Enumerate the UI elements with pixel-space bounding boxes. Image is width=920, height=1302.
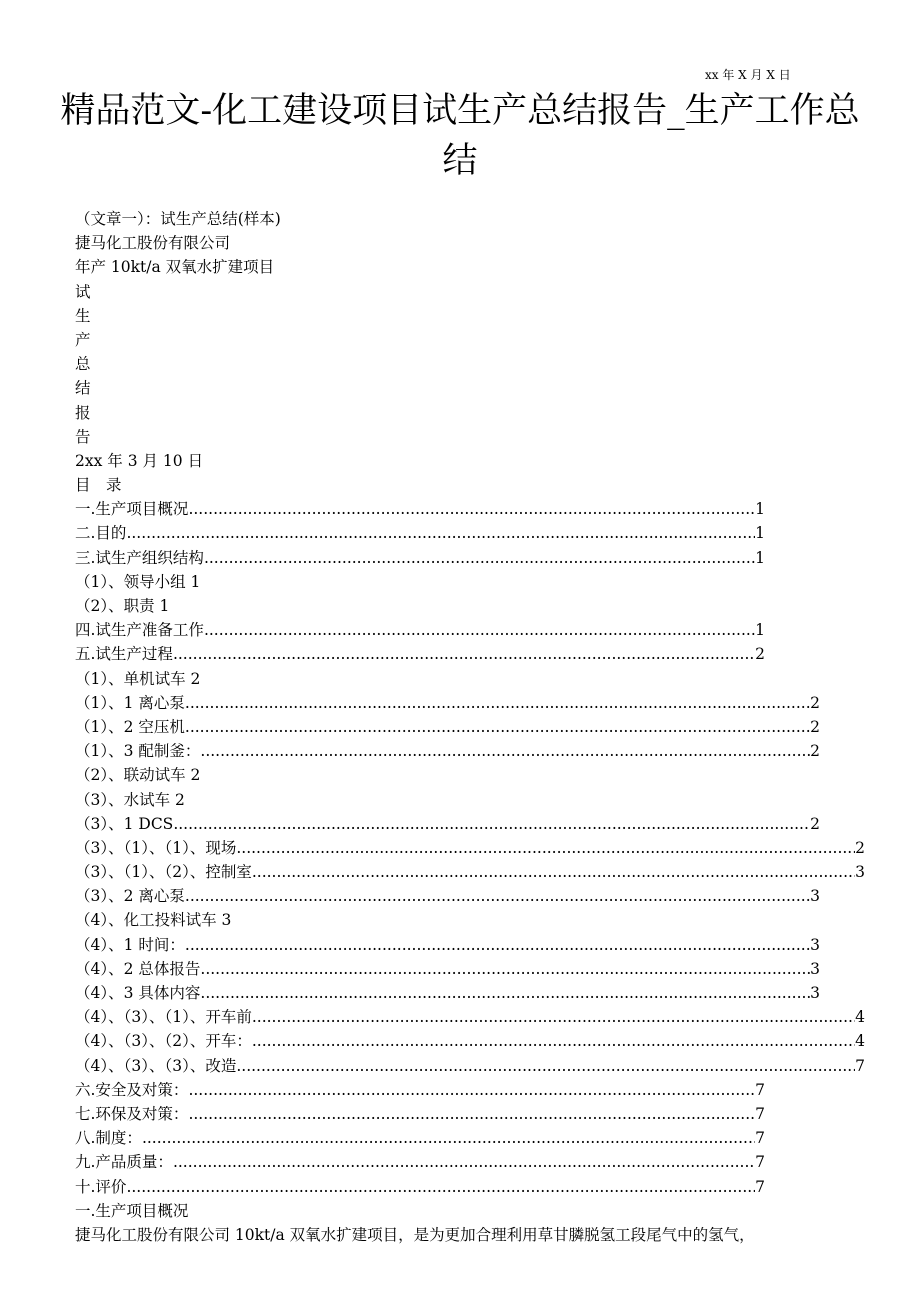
toc-entry[interactable] [75, 521, 765, 545]
toc-page-number: 3 [810, 959, 820, 978]
toc-leader-dots [188, 1078, 755, 1102]
toc-page-number: 4 [855, 1008, 865, 1027]
toc-entry-label: （3）、（1）、（1）、现场 [75, 838, 237, 857]
vertical-title-char: 告 [75, 427, 91, 446]
toc-entry-label: （1）、1 离心泵 [75, 693, 185, 712]
toc-entry[interactable] [75, 1054, 865, 1078]
toc-page-number: 7 [755, 1129, 765, 1148]
vertical-title-char: 报 [75, 403, 91, 422]
toc-leader-dots [200, 739, 810, 763]
toc-entry[interactable] [75, 981, 820, 1005]
section-paragraph: 捷马化工股份有限公司 10kt/a 双氧水扩建项目，是为更加合理利用草甘膦脱氢工段尾气中的氢气， [75, 1225, 755, 1244]
toc-entry-label: 二.目的 [75, 524, 127, 543]
toc-page-number: 7 [755, 1177, 765, 1196]
toc-leader-dots [200, 957, 810, 981]
toc-entry-label: （4）、2 总体报告 [75, 959, 201, 978]
toc-entry-label: （4）、（3）、（1）、开车前 [75, 1008, 252, 1027]
toc-page-number: 3 [810, 887, 820, 906]
toc-leader-dots [236, 836, 855, 860]
project-name: 年产 10kt/a 双氧水扩建项目 [75, 258, 275, 277]
toc-page-number: 2 [810, 742, 820, 761]
toc-leader-dots [142, 1126, 755, 1150]
report-date: 2xx 年 3 月 10 日 [75, 451, 204, 470]
toc-entry[interactable] [75, 691, 820, 715]
toc-entry[interactable] [75, 1029, 865, 1053]
vertical-title-char: 结 [75, 379, 91, 398]
toc-entry[interactable] [75, 594, 875, 618]
toc-leader-dots [252, 1005, 855, 1029]
toc-entry-label: 八.制度： [75, 1129, 142, 1148]
toc-entry[interactable] [75, 546, 765, 570]
toc-entry-label: （3）、2 离心泵 [75, 887, 185, 906]
toc-page-number: 7 [855, 1056, 865, 1075]
vertical-title-char: 生 [75, 306, 91, 325]
toc-leader-dots [185, 691, 810, 715]
vertical-title-char: 产 [75, 330, 91, 349]
toc-entry-label: （4）、化工投料试车 3 [75, 911, 232, 930]
toc-entry[interactable] [75, 618, 765, 642]
toc-page-number: 3 [855, 863, 865, 882]
toc-leader-dots [236, 1054, 855, 1078]
toc-leader-dots [185, 884, 810, 908]
toc-entry[interactable] [75, 860, 865, 884]
toc-entry-label: （1）、单机试车 2 [75, 669, 201, 688]
company-name: 捷马化工股份有限公司 [75, 234, 231, 253]
toc-page-number: 1 [755, 500, 765, 519]
toc-entry-label: （4）、（3）、（2）、开车： [75, 1032, 252, 1051]
toc-entry[interactable] [75, 884, 820, 908]
toc-page-number: 2 [855, 838, 865, 857]
toc-leader-dots [173, 642, 755, 666]
toc-entry-label: 三.试生产组织结构 [75, 548, 204, 567]
toc-entry[interactable] [75, 1175, 765, 1199]
toc-page-number: 2 [810, 814, 820, 833]
toc-leader-dots [252, 860, 855, 884]
toc-leader-dots [173, 812, 810, 836]
toc-entry-label: 六.安全及对策： [75, 1080, 189, 1099]
toc-entry[interactable] [75, 1102, 765, 1126]
toc-entry-label: （2）、联动试车 2 [75, 766, 201, 785]
toc-entry[interactable] [75, 957, 820, 981]
toc-entry[interactable] [75, 715, 820, 739]
vertical-title-char: 试 [75, 282, 91, 301]
toc-leader-dots [252, 1029, 855, 1053]
toc-heading: 目 录 [75, 476, 122, 495]
toc-leader-dots [185, 715, 810, 739]
toc-entry-label: （1）、3 配制釜： [75, 742, 201, 761]
vertical-title-char: 总 [75, 355, 91, 374]
section-heading: 一.生产项目概况 [75, 1201, 189, 1220]
article-label: （文章一）：试生产总结(样本) [75, 210, 281, 228]
toc-entry-label: 五.试生产过程 [75, 645, 173, 664]
toc-page-number: 1 [755, 621, 765, 640]
toc-page-number: 2 [755, 645, 765, 664]
toc-page-number: 4 [855, 1032, 865, 1051]
toc-leader-dots [200, 981, 810, 1005]
toc-page-number: 2 [810, 717, 820, 736]
toc-entry-label: 九.产品质量： [75, 1153, 173, 1172]
toc-entry[interactable] [75, 667, 875, 691]
toc-page-number: 7 [755, 1153, 765, 1172]
toc-entry[interactable] [75, 908, 875, 932]
toc-entry-label: （4）、1 时间： [75, 935, 185, 954]
toc-entry-label: 四.试生产准备工作 [75, 621, 204, 640]
toc-entry[interactable] [75, 763, 875, 787]
toc-page-number: 1 [755, 524, 765, 543]
toc-page-number: 1 [755, 548, 765, 567]
toc-entry[interactable] [75, 570, 875, 594]
toc-leader-dots [185, 933, 810, 957]
toc-entry[interactable] [75, 1150, 765, 1174]
toc-entry[interactable] [75, 933, 820, 957]
toc-page-number: 3 [810, 935, 820, 954]
toc-page-number: 3 [810, 984, 820, 1002]
toc-leader-dots [173, 1150, 755, 1174]
toc-entry[interactable] [75, 788, 875, 812]
toc-entry-label: （1）、领导小组 1 [75, 572, 201, 591]
document-body [75, 207, 875, 1247]
toc-entry[interactable] [75, 1078, 765, 1102]
toc-entry[interactable] [75, 836, 865, 860]
toc-entry[interactable] [75, 1005, 865, 1029]
toc-page-number: 7 [755, 1080, 765, 1099]
toc-leader-dots [204, 546, 755, 570]
toc-entry-label: （3）、（1）、（2）、控制室 [75, 863, 252, 882]
toc-entry-label: 十.评价 [75, 1177, 127, 1196]
toc-leader-dots [188, 497, 755, 521]
toc-page-number: 7 [755, 1104, 765, 1123]
table-of-contents [75, 497, 875, 1198]
toc-entry[interactable] [75, 497, 765, 521]
toc-leader-dots [204, 618, 755, 642]
toc-entry-label: 一.生产项目概况 [75, 500, 189, 519]
toc-leader-dots [126, 521, 755, 545]
toc-entry-label: （2）、职责 1 [75, 597, 170, 615]
header-date: xx 年 X 月 X 日 [705, 68, 791, 82]
toc-entry[interactable] [75, 642, 765, 666]
toc-entry-label: （3）、1 DCS [75, 814, 174, 833]
toc-entry-label: （3）、水试车 2 [75, 790, 185, 809]
toc-entry-label: （4）、（3）、（3）、改造 [75, 1056, 237, 1075]
toc-entry-label: 七.环保及对策： [75, 1104, 189, 1123]
toc-leader-dots [126, 1175, 755, 1199]
toc-page-number: 2 [810, 693, 820, 712]
toc-leader-dots [188, 1102, 755, 1126]
toc-entry-label: （4）、3 具体内容 [75, 984, 201, 1002]
page-title: 精品范文-化工建设项目试生产总结报告_生产工作总结 [60, 91, 860, 181]
toc-entry[interactable] [75, 1126, 765, 1150]
toc-entry-label: （1）、2 空压机 [75, 717, 185, 736]
toc-entry[interactable] [75, 812, 820, 836]
toc-entry[interactable] [75, 739, 820, 763]
